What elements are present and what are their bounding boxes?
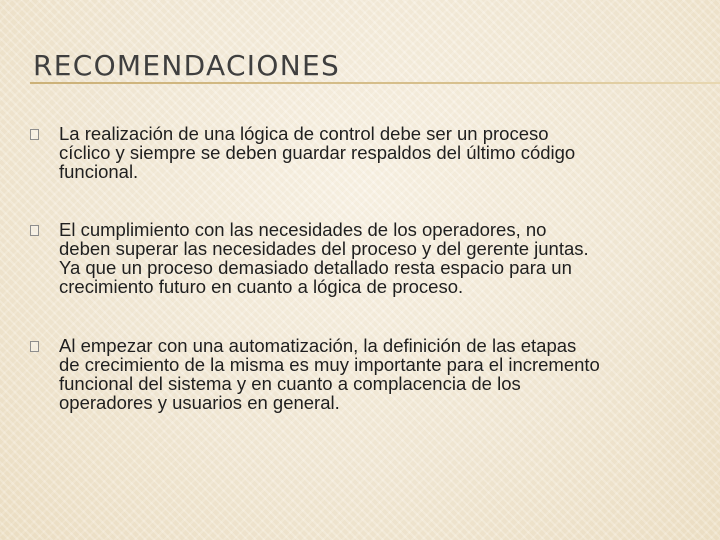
bullet-text: El cumplimiento con las necesidades de los operadores, no deben superar las necesidades del proceso y del gerente juntas. Ya que un proceso demasiado detallado resta espacio para un crecimiento futuro en cuanto a lógica de proceso. xyxy=(59,219,589,297)
checkbox-icon xyxy=(30,129,39,140)
slide-title: RECOMENDACIONES xyxy=(33,49,341,82)
checkbox-icon xyxy=(30,225,39,236)
bullet-text: La realización de una lógica de control debe ser un proceso cíclico y siempre se deben guardar respaldos del último código funcional. xyxy=(59,123,576,182)
bullet-text: Al empezar con una automatización, la definición de las etapas de crecimiento de la misma es muy importante para el incremento funcional del sistema y en cuanto a complacencia de los operadores y usuarios en general. xyxy=(59,335,600,413)
title-divider xyxy=(30,82,720,84)
checkbox-icon xyxy=(30,341,39,352)
